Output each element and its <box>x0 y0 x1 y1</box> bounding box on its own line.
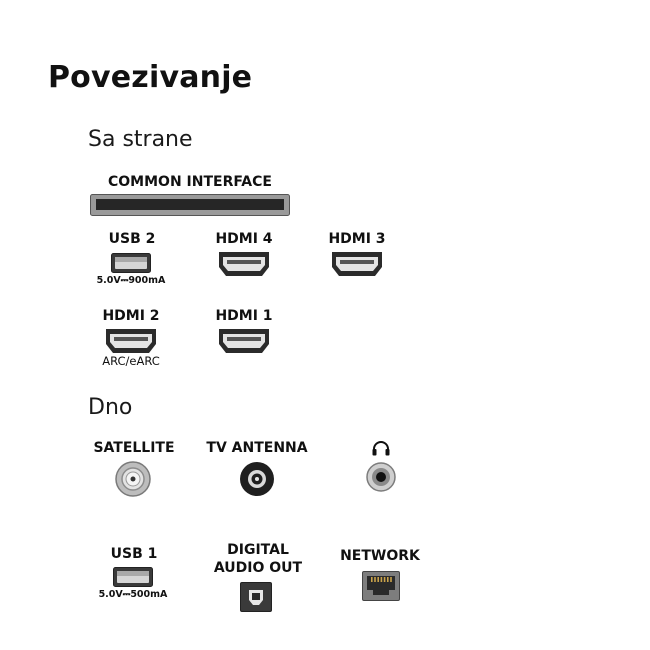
network-label: NETWORK <box>340 548 420 564</box>
headphone-icon <box>372 440 390 456</box>
common-interface-slot-icon <box>90 194 290 216</box>
ethernet-port-icon <box>362 571 400 601</box>
common-interface-label: COMMON INTERFACE <box>108 174 272 190</box>
digital-audio-out-label-line1: DIGITAL <box>227 542 289 558</box>
usb2-label: USB 2 <box>108 231 156 247</box>
hdmi3-label: HDMI 3 <box>328 231 386 247</box>
hdmi1-label: HDMI 1 <box>215 308 273 324</box>
section-bottom-heading: Dno <box>88 395 133 420</box>
satellite-connector-icon <box>115 461 151 497</box>
hdmi-port-icon <box>218 328 270 354</box>
section-side-heading: Sa strane <box>88 127 193 152</box>
optical-port-icon <box>240 582 272 612</box>
usb-port-icon <box>113 567 153 587</box>
satellite-label: SATELLITE <box>93 440 175 456</box>
hdmi-port-icon <box>331 251 383 277</box>
usb1-spec: 5.0V⎓500mA <box>98 589 168 600</box>
headphone-jack-icon <box>366 462 396 492</box>
usb1-label: USB 1 <box>110 546 158 562</box>
hdmi2-label: HDMI 2 <box>102 308 160 324</box>
hdmi2-arc-note: ARC/eARC <box>102 354 160 368</box>
digital-audio-out-label-line2: AUDIO OUT <box>213 560 303 576</box>
hdmi-port-icon <box>105 328 157 354</box>
tv-antenna-label: TV ANTENNA <box>206 440 308 456</box>
tv-antenna-connector-icon <box>239 461 275 497</box>
hdmi4-label: HDMI 4 <box>215 231 273 247</box>
usb2-spec: 5.0V⎓900mA <box>96 275 166 286</box>
page-title: Povezivanje <box>48 60 253 95</box>
usb-port-icon <box>111 253 151 273</box>
hdmi-port-icon <box>218 251 270 277</box>
